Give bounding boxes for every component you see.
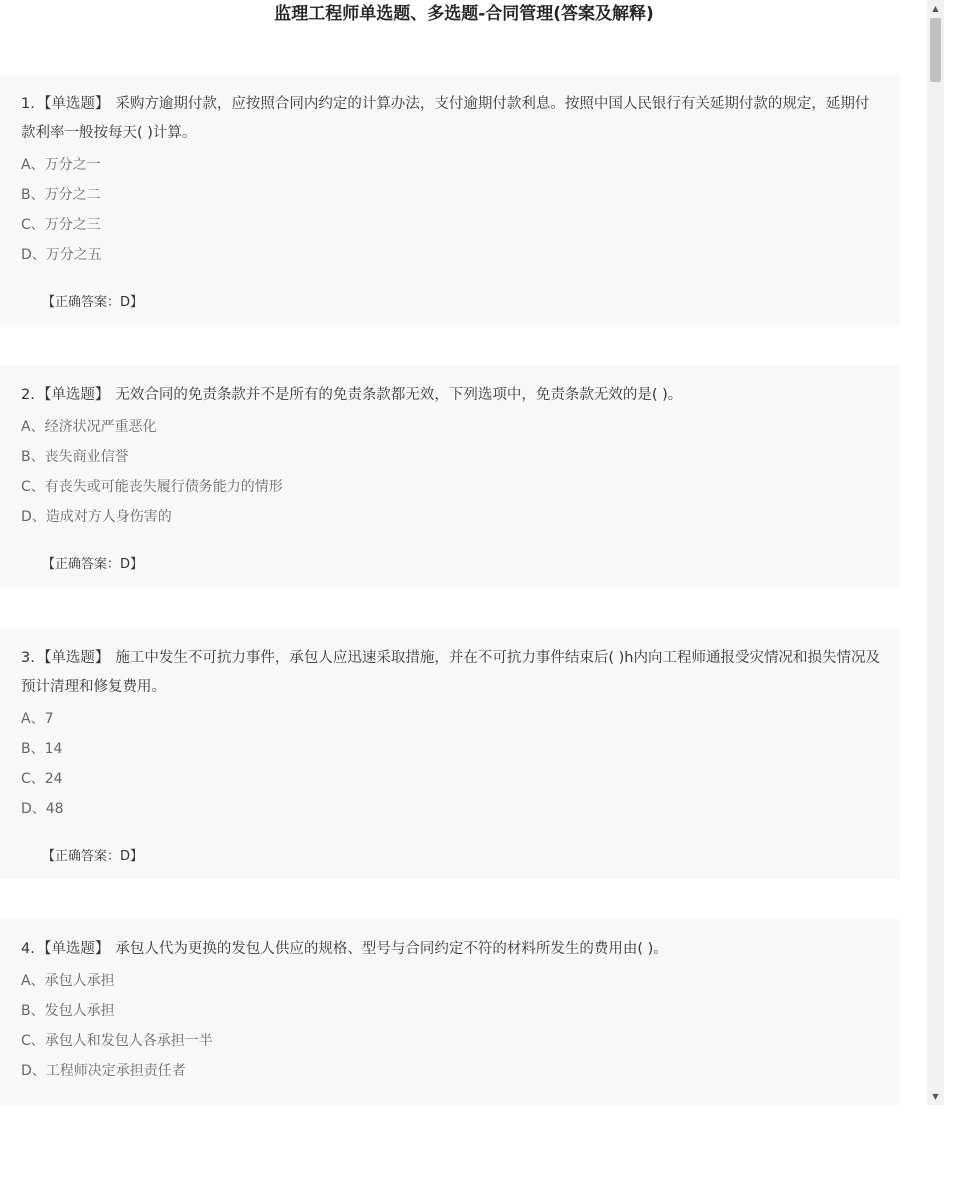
question-type: 【单选题】 — [36, 96, 110, 112]
question-stem — [21, 644, 880, 702]
question-type: 【单选题】 — [36, 387, 110, 403]
scroll-up-icon[interactable]: ▲ — [932, 4, 939, 13]
question-stem — [21, 381, 880, 410]
option-b: B、14 — [21, 741, 63, 757]
scroll-down-icon[interactable]: ▼ — [932, 1092, 939, 1101]
option-b: B、丧失商业信誉 — [21, 449, 129, 465]
option-a: A、7 — [21, 711, 54, 727]
question-text: 承包人代为更换的发包人供应的规格、型号与合同约定不符的材料所发生的费用由( )。 — [115, 941, 668, 957]
correct-answer: 【正确答案：D】 — [42, 849, 144, 864]
question-type: 【单选题】 — [36, 650, 110, 666]
option-d: D、工程师决定承担责任者 — [21, 1063, 186, 1079]
question-number: 1. — [21, 96, 35, 112]
question-number: 2. — [21, 387, 35, 403]
option-d: D、48 — [21, 801, 64, 817]
question-card-2 — [0, 365, 900, 588]
option-d: D、万分之五 — [21, 247, 102, 263]
question-card-1 — [0, 74, 900, 325]
option-c: C、24 — [21, 771, 63, 787]
question-number: 4. — [21, 941, 35, 957]
option-a: A、经济状况严重恶化 — [21, 419, 157, 435]
question-card-4 — [0, 919, 900, 1105]
option-c: C、万分之三 — [21, 217, 101, 233]
correct-answer: 【正确答案：D】 — [42, 295, 144, 310]
option-b: B、发包人承担 — [21, 1003, 115, 1019]
question-text: 采购方逾期付款，应按照合同内约定的计算办法，支付逾期付款利息。按照中国人民银行有关延期付款的规定，延期付款利率一般按每天( )计算。 — [21, 96, 870, 141]
option-b: B、万分之二 — [21, 187, 101, 203]
option-a: A、承包人承担 — [21, 973, 115, 989]
correct-answer: 【正确答案：D】 — [42, 557, 144, 572]
question-text: 无效合同的免责条款并不是所有的免责条款都无效，下列选项中，免责条款无效的是( )。 — [115, 387, 683, 403]
option-a: A、万分之一 — [21, 157, 101, 173]
question-number: 3. — [21, 650, 35, 666]
option-c: C、有丧失或可能丧失履行债务能力的情形 — [21, 479, 283, 495]
page-title: 监理工程师单选题、多选题-合同管理(答案及解释) — [274, 4, 654, 24]
question-type: 【单选题】 — [36, 941, 110, 957]
question-card-3 — [0, 628, 900, 879]
scrollbar-thumb[interactable] — [930, 18, 941, 82]
question-text: 施工中发生不可抗力事件，承包人应迅速采取措施，并在不可抗力事件结束后( )h内向工程师通报受灾情况和损失情况及预计清理和修复费用。 — [21, 650, 880, 695]
vertical-scrollbar[interactable] — [927, 0, 944, 1105]
question-stem — [21, 935, 880, 964]
option-c: C、承包人和发包人各承担一半 — [21, 1033, 213, 1049]
option-d: D、造成对方人身伤害的 — [21, 509, 172, 525]
question-stem — [21, 90, 880, 148]
